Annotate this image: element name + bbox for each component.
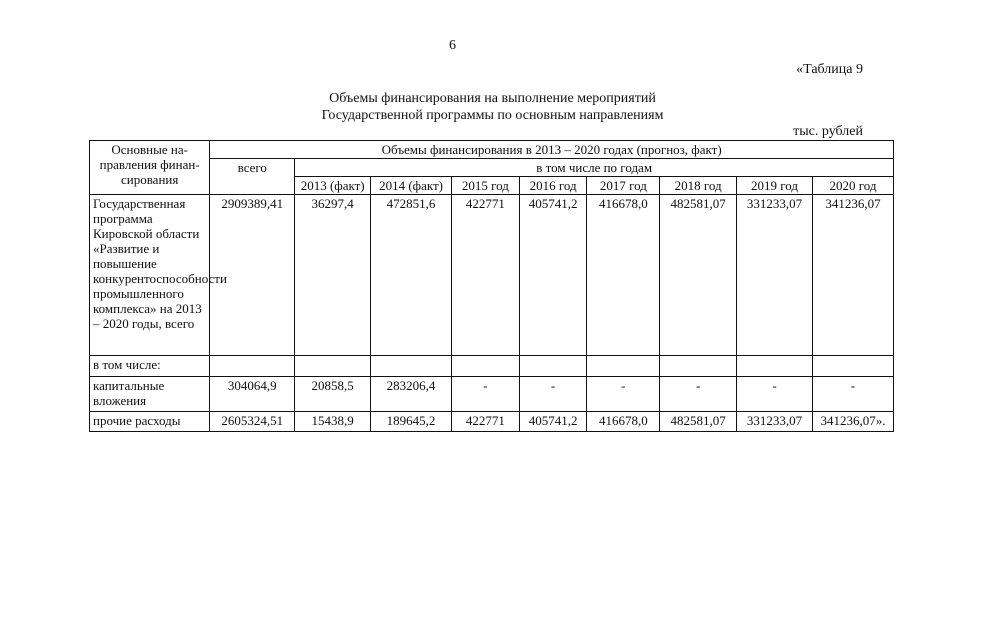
table-row	[90, 195, 894, 356]
units-label: тыс. рублей	[793, 124, 863, 139]
table-row	[90, 356, 894, 377]
row-value: -	[737, 377, 813, 412]
year-header: 2019 год	[737, 177, 813, 195]
row-value: 341236,07	[812, 195, 893, 356]
row-value: 422771	[451, 412, 519, 432]
row-total: 2909389,41	[210, 195, 295, 356]
title-line-2: Государственной программы по основным направлениям	[321, 108, 664, 123]
table-label: «Таблица 9	[796, 62, 863, 77]
row-value	[295, 356, 371, 377]
row-value: 416678,0	[587, 412, 660, 432]
row-value: -	[660, 377, 737, 412]
by-years-header: в том числе по годам	[295, 159, 894, 177]
row-total: 2605324,51	[210, 412, 295, 432]
table-row	[90, 377, 894, 412]
table-row	[90, 412, 894, 432]
year-header: 2015 год	[451, 177, 519, 195]
year-header: 2013 (факт)	[295, 177, 371, 195]
financing-table	[89, 140, 894, 432]
row-value: 405741,2	[519, 195, 587, 356]
row-value: 416678,0	[587, 195, 660, 356]
row-value	[812, 356, 893, 377]
row-value: 422771	[451, 195, 519, 356]
year-header: 2016 год	[519, 177, 587, 195]
row-value: 331233,07	[737, 195, 813, 356]
row-value: 341236,07».	[812, 412, 893, 432]
row-total	[210, 356, 295, 377]
row-label: капитальные вложения	[90, 377, 210, 412]
year-header: 2020 год	[812, 177, 893, 195]
directions-header: Основные на-правления финан-сирования	[90, 141, 210, 195]
row-value	[451, 356, 519, 377]
row-value	[371, 356, 452, 377]
row-value: 472851,6	[371, 195, 452, 356]
row-value: -	[519, 377, 587, 412]
volumes-header: Объемы финансирования в 2013 – 2020 годах (прогноз, факт)	[210, 141, 894, 159]
row-value: 36297,4	[295, 195, 371, 356]
row-total: 304064,9	[210, 377, 295, 412]
year-header: 2017 год	[587, 177, 660, 195]
row-label: прочие расходы	[90, 412, 210, 432]
title-line-1: Объемы финансирования на выполнение мероприятий	[329, 91, 656, 106]
row-value: -	[587, 377, 660, 412]
row-label: в том числе:	[90, 356, 210, 377]
document-title	[0, 90, 985, 124]
row-value: 482581,07	[660, 412, 737, 432]
row-value	[587, 356, 660, 377]
row-value: 283206,4	[371, 377, 452, 412]
row-value: 189645,2	[371, 412, 452, 432]
row-value	[660, 356, 737, 377]
year-header: 2014 (факт)	[371, 177, 452, 195]
total-header: всего	[210, 159, 295, 195]
row-value: 331233,07	[737, 412, 813, 432]
row-value: 20858,5	[295, 377, 371, 412]
row-value	[519, 356, 587, 377]
row-value: 405741,2	[519, 412, 587, 432]
row-value: 15438,9	[295, 412, 371, 432]
year-header: 2018 год	[660, 177, 737, 195]
row-label: Государственная программа Кировской области «Развитие и повышение конкурентоспособности промышленного комплекса» на 2013 – 2020 годы, всего	[90, 195, 210, 356]
row-value: 482581,07	[660, 195, 737, 356]
row-value: -	[812, 377, 893, 412]
page-number: 6	[449, 38, 456, 53]
row-value	[737, 356, 813, 377]
row-value: -	[451, 377, 519, 412]
